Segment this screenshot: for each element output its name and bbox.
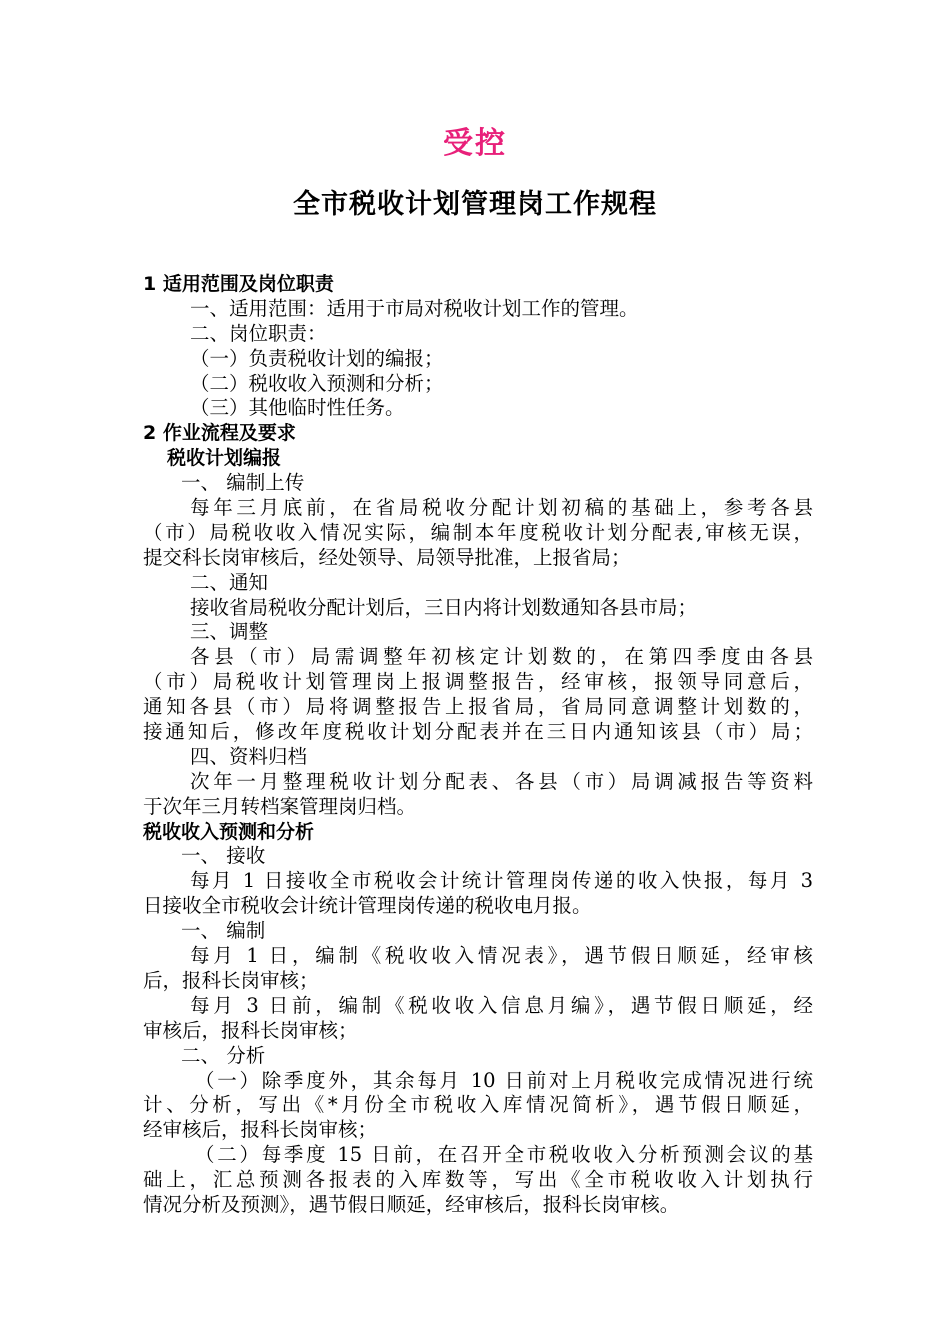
text-line: 提交科长岗审核后，经处领导、局领导批准，上报省局；	[143, 545, 631, 569]
text-line: 经审核后，报科长岗审核；	[143, 1118, 378, 1142]
section-heading: 税收计划编报	[167, 447, 282, 470]
text-line: （三）其他临时性任务。	[190, 396, 405, 420]
section-heading: 税收收入预测和分析	[143, 820, 315, 843]
text-line: （二）每季度 15 日前，在召开全市税收收入分析预测会议的基	[195, 1143, 813, 1167]
text-line: 各县（市）局需调整年初核定计划数的，在第四季度由各县	[190, 645, 813, 669]
text-line: 每月 1 日接收全市税收会计统计管理岗传递的收入快报，每月 3	[190, 869, 813, 893]
text-line: 二、 分析	[181, 1043, 266, 1067]
page-title: 全市税收计划管理岗工作规程	[293, 189, 657, 220]
section-heading: 2 作业流程及要求	[143, 422, 296, 445]
text-line: （一）除季度外，其余每月 10 日前对上月税收完成情况进行统	[195, 1068, 813, 1092]
text-line: （市）局税收收入情况实际，编制本年度税收计划分配表,审核无误，	[143, 520, 813, 544]
text-line: 一、 接收	[181, 844, 266, 868]
text-line: （二）税收收入预测和分析；	[190, 371, 444, 395]
text-line: 每年三月底前，在省局税收分配计划初稿的基础上，参考各县	[190, 496, 813, 520]
text-line: 二、通知	[190, 570, 269, 594]
text-line: 审核后，报科长岗审核；	[143, 1018, 358, 1042]
text-line: 础上，汇总预测各报表的入库数等，写出《全市税收收入计划执行	[143, 1168, 813, 1192]
text-line: 于次年三月转档案管理岗归档。	[143, 794, 417, 818]
text-line: 次年一月整理税收计划分配表、各县（市）局调减报告等资料	[190, 769, 813, 793]
text-line: 通知各县（市）局将调整报告上报省局，省局同意调整计划数的，	[143, 695, 813, 719]
text-line: （市）局税收计划管理岗上报调整报告，经审核，报领导同意后，	[143, 670, 813, 694]
text-line: 一、 编制	[181, 919, 266, 943]
text-line: 后，报科长岗审核；	[143, 968, 319, 992]
document-body	[143, 272, 813, 1218]
text-line: 四、资料归档	[190, 744, 308, 768]
section-heading: 1 适用范围及岗位职责	[143, 273, 334, 295]
text-line: 一、 编制上传	[181, 471, 305, 495]
text-line: 二、岗位职责：	[190, 321, 327, 345]
text-line: 日接收全市税收会计统计管理岗传递的税收电月报。	[143, 894, 592, 918]
text-line: 接收省局税收分配计划后，三日内将计划数通知各县市局；	[190, 595, 698, 619]
controlled-stamp: 受控	[443, 126, 507, 161]
text-line: 三、调整	[190, 620, 269, 644]
text-line: （一）负责税收计划的编报；	[190, 346, 444, 370]
text-line: 每月 1 日，编制《税收收入情况表》，遇节假日顺延，经审核	[190, 944, 813, 968]
text-line: 每月 3 日前，编制《税收收入信息月编》，遇节假日顺延，经	[190, 993, 813, 1017]
text-line: 接通知后，修改年度税收计划分配表并在三日内通知该县（市）局；	[143, 720, 813, 744]
text-line: 计、分析，写出《*月份全市税收入库情况简析》，遇节假日顺延，	[143, 1093, 813, 1117]
text-line: 情况分析及预测》，遇节假日顺延，经审核后，报科长岗审核。	[143, 1192, 680, 1216]
text-line: 一、适用范围：适用于市局对税收计划工作的管理。	[190, 296, 639, 320]
